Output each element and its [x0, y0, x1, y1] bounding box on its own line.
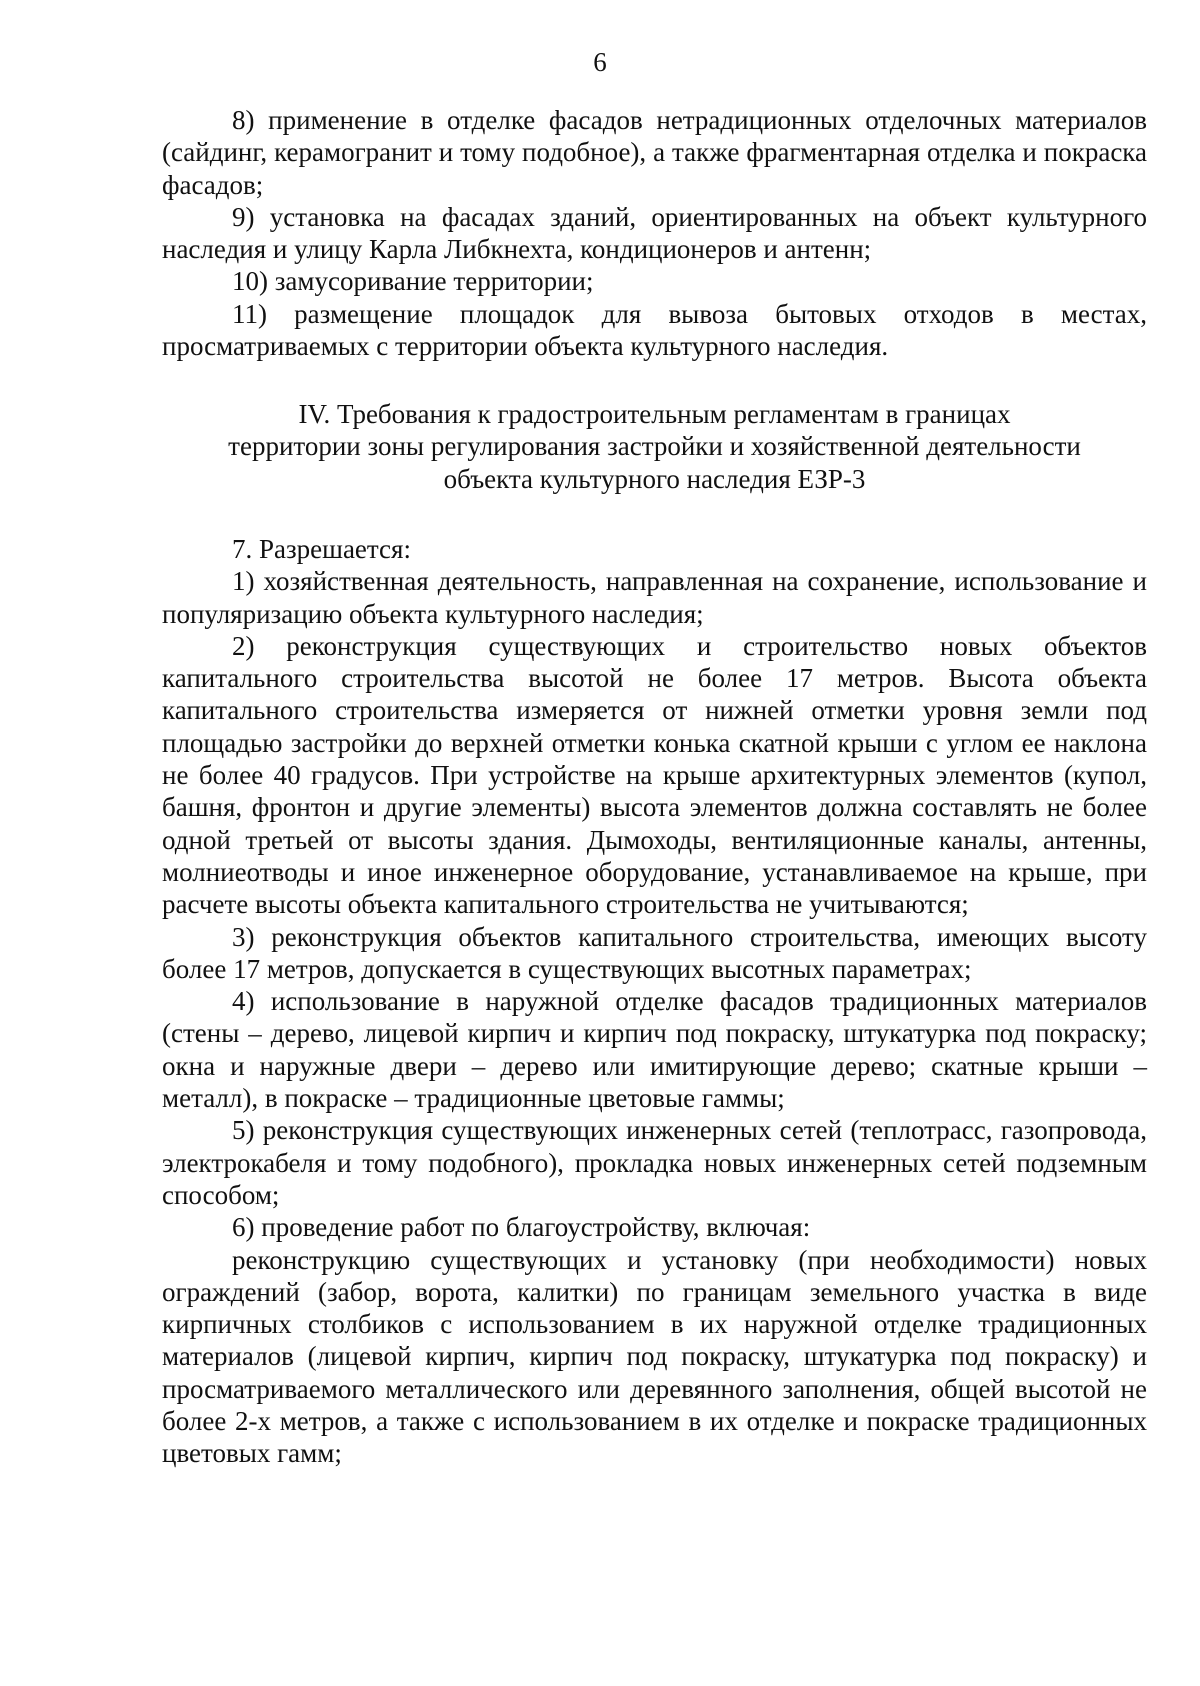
paragraph-item-6-detail: реконструкцию существующих и установку (при необходимости) новых ограждений (забор, ворота, калитки) по границам земельного участка в виде кирпичных столбиков с использованием в их наружной отделке традиционных материалов (лицевой кирпич, кирпич под покраску, штукатурка под покраску) и просматриваемого металлического или деревянного заполнения, общей высотой не более 2-х метров, а также с использованием в их отделке и покраске традиционных цветовых гамм;: [162, 1244, 1147, 1469]
section-heading: [162, 398, 1147, 495]
paragraph-item-6: 6) проведение работ по благоустройству, включая:: [232, 1212, 811, 1243]
section-heading-line-3: объекта культурного наследия ЕЗР-3: [443, 463, 866, 494]
paragraph-item-5: 5) реконструкция существующих инженерных сетей (теплотрасс, газопровода, электрокабеля и тому подобного), прокладка новых инженерных сетей подземным способом;: [162, 1115, 1147, 1210]
paragraph-item-11: 11) размещение площадок для вывоза бытовых отходов в местах, просматриваемых с территории объекта культурного наследия.: [162, 298, 1147, 362]
paragraph-item-1: 1) хозяйственная деятельность, направленная на сохранение, использование и популяризацию объекта культурного наследия;: [162, 566, 1147, 629]
paragraph-item-10: 10) замусоривание территории;: [232, 266, 594, 297]
paragraph-item-3: 3) реконструкция объектов капитального строительства, имеющих высоту более 17 метров, допускается в существующих высотных параметрах;: [162, 921, 1147, 984]
paragraph-item-8: 8) применение в отделке фасадов нетрадиционных отделочных материалов (сайдинг, керамогранит и тому подобное), а также фрагментарная отделка и покраска фасадов;: [162, 105, 1147, 200]
clause-7-title: 7. Разрешается:: [232, 534, 411, 564]
paragraph-item-4: 4) использование в наружной отделке фасадов традиционных материалов (стены – дерево, лицевой кирпич и кирпич под покраску, штукатурка под покраску; окна и наружные двери – дерево или имитирующие дерево; скатные крыши – металл), в покраске – традиционные цветовые гаммы;: [162, 986, 1147, 1114]
paragraph-item-2: 2) реконструкция существующих и строительство новых объектов капитального строительства высотой не более 17 метров. Высота объекта капитального строительства измеряется от нижней отметки уровня земли под площадью застройки до верхней отметки конька скатной крыши с углом ее наклона не более 40 градусов. При устройстве на крыше архитектурных элементов (купол, башня, фронтон и другие элементы) высота элементов должна составлять не более одной третьей от высоты здания. Дымоходы, вентиляционные каналы, антенны, молниеотводы и иное инженерное оборудование, устанавливаемое на крыше, при расчете высоты объекта капитального строительства не учитываются;: [162, 630, 1147, 920]
page-number: 6: [593, 47, 607, 77]
permissions-list: [162, 533, 1147, 1470]
paragraph-item-9: 9) установка на фасадах зданий, ориентированных на объект культурного наследия и улицу Карла Либкнехта, кондиционеров и антенн;: [162, 201, 1147, 265]
prohibitions-list-continued: [162, 104, 1147, 362]
section-heading-line-1: IV. Требования к градостроительным регламентам в границах: [298, 399, 1011, 429]
section-heading-line-2: территории зоны регулирования застройки и хозяйственной деятельности: [228, 431, 1081, 462]
